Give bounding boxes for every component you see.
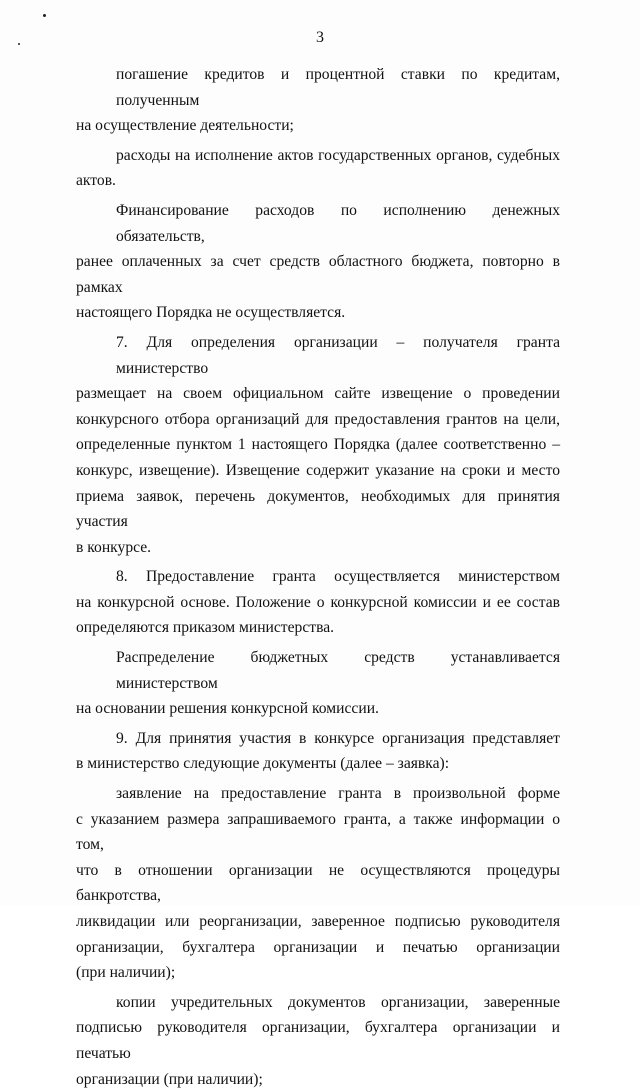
text-line: расходы на исполнение актов государственных органов, судебных [116, 146, 560, 164]
text-line: ранее оплаченных за счет средств областного бюджета, повторно в рамках [76, 253, 560, 296]
text-line: 8. Предоставление гранта осуществляется министерством [116, 568, 560, 586]
text-line: Финансирование расходов по исполнению денежных обязательств, [116, 201, 560, 245]
text-line: 9. Для принятия участия в конкурсе организация представляет [116, 729, 560, 747]
paragraph [76, 781, 560, 986]
paragraph [76, 330, 560, 560]
text-line: (при наличии); [76, 964, 176, 982]
paragraph [76, 198, 560, 326]
text-line: с указанием размера запрашиваемого гранта, а также информации о том, [76, 810, 560, 854]
text-line: приема заявок, перечень документов, необходимых для принятия участия [76, 487, 560, 531]
text-line: организации (при наличии); [76, 1070, 263, 1088]
text-line: определяются приказом министерства. [76, 619, 335, 637]
text-line: актов. [76, 172, 116, 190]
text-line: конкурсного отбора организаций для предоставления грантов на цели, [76, 410, 560, 428]
paragraph [76, 990, 560, 1092]
page-number: 3 [316, 29, 324, 46]
scan-speck [43, 14, 46, 17]
text-line: определенные пунктом 1 настоящего Порядка (далее соответственно – [76, 436, 560, 454]
text-line: ликвидации или реорганизации, заверенное подписью руководителя [76, 913, 560, 930]
text-line: на конкурсной основе. Положение о конкурсной комиссии и ее состав [76, 593, 560, 611]
text-line: настоящего Порядка не осуществляется. [76, 304, 346, 322]
paragraph [76, 143, 560, 194]
document-body [76, 62, 560, 1092]
text-line: в конкурсе. [76, 538, 152, 556]
paragraph [76, 62, 560, 139]
text-line: копии учредительных документов организации, заверенные [116, 993, 560, 1011]
text-line: заявление на предоставление гранта в произвольной форме [116, 785, 560, 803]
text-line: погашение кредитов и процентной ставки по кредитам, полученным [116, 66, 560, 109]
text-line: конкурс, извещение). Извещение содержит указание на сроки и место [76, 461, 560, 479]
text-line: размещает на своем официальном сайте извещение о проведении [76, 385, 560, 403]
text-line: в министерство следующие документы (далее – заявка): [76, 755, 450, 773]
text-line: на осуществление деятельности; [76, 117, 294, 135]
text-line: на основании решения конкурсной комиссии. [76, 700, 379, 718]
paragraph [76, 564, 560, 641]
text-line: Распределение бюджетных средств устанавливается министерством [116, 649, 560, 692]
paragraph [76, 726, 560, 777]
text-line: что в отношении организации не осуществляются процедуры банкротства, [76, 861, 560, 905]
paragraph [76, 645, 560, 722]
text-line: 7. Для определения организации – получателя гранта министерство [116, 333, 560, 377]
text-line: организации, бухгалтера организации и печатью организации [76, 938, 560, 956]
text-line: подписью руководителя организации, бухгалтера организации и печатью [76, 1019, 560, 1062]
